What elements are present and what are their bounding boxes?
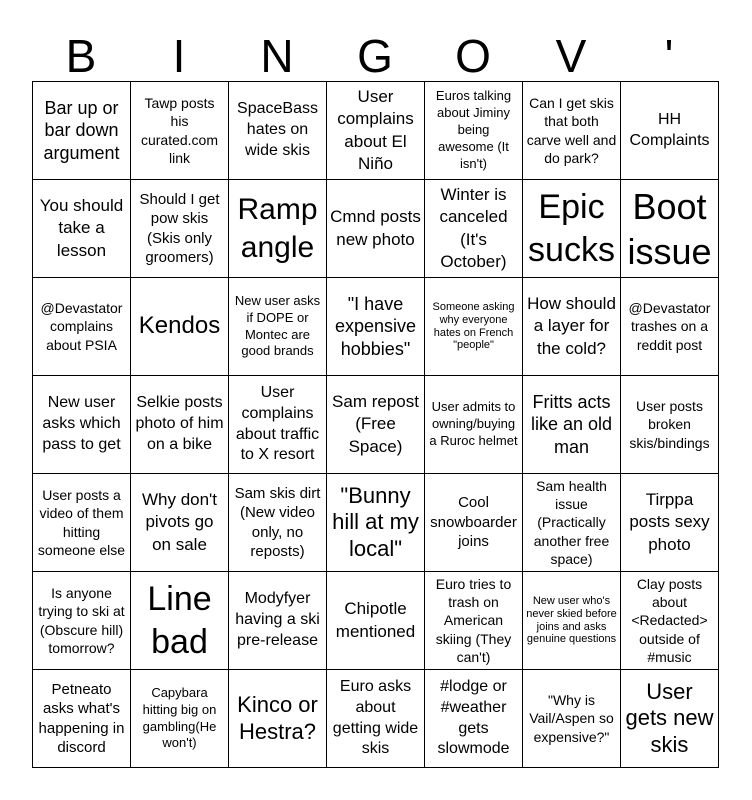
bingo-header — [32, 30, 718, 82]
bingo-cell[interactable]: Ramp angle — [229, 180, 327, 278]
bingo-cell[interactable]: Can I get skis that both carve well and do park? — [523, 82, 621, 180]
bingo-cell[interactable]: Kendos — [131, 278, 229, 376]
bingo-cell[interactable]: Winter is canceled (It's October) — [425, 180, 523, 278]
bingo-cell[interactable]: "Bunny hill at my local" — [327, 474, 425, 572]
header-letter-n: N — [260, 30, 294, 82]
bingo-cell[interactable]: Boot issue — [621, 180, 719, 278]
bingo-cell[interactable]: Someone asking why everyone hates on French "people" — [425, 278, 523, 376]
header-letter-o: O — [455, 30, 491, 82]
header-letter-g: G — [357, 30, 393, 82]
bingo-cell[interactable]: Fritts acts like an old man — [523, 376, 621, 474]
bingo-cell[interactable]: User posts a video of them hitting someone else — [33, 474, 131, 572]
header-letter-i: I — [172, 30, 186, 82]
bingo-cell[interactable]: Euro asks about getting wide skis — [327, 670, 425, 768]
bingo-cell[interactable]: Cmnd posts new photo — [327, 180, 425, 278]
bingo-cell[interactable]: #lodge or #weather gets slowmode — [425, 670, 523, 768]
bingo-cell[interactable]: @Devastator trashes on a reddit post — [621, 278, 719, 376]
bingo-cell[interactable]: User complains about El Niño — [327, 82, 425, 180]
bingo-cell[interactable]: Sam skis dirt (New video only, no reposts) — [229, 474, 327, 572]
bingo-cell[interactable]: Euros talking about Jiminy being awesome (It isn't) — [425, 82, 523, 180]
bingo-cell[interactable]: Clay posts about <Redacted> outside of #music — [621, 572, 719, 670]
bingo-cell[interactable]: Cool snowboarder joins — [425, 474, 523, 572]
bingo-cell[interactable]: Selkie posts photo of him on a bike — [131, 376, 229, 474]
bingo-cell[interactable]: Petneato asks what's happening in discord — [33, 670, 131, 768]
bingo-cell[interactable]: You should take a lesson — [33, 180, 131, 278]
bingo-cell[interactable]: Sam repost (Free Space) — [327, 376, 425, 474]
bingo-grid — [32, 81, 719, 768]
bingo-cell[interactable]: How should a layer for the cold? — [523, 278, 621, 376]
bingo-cell[interactable]: "I have expensive hobbies" — [327, 278, 425, 376]
bingo-cell[interactable]: Kinco or Hestra? — [229, 670, 327, 768]
bingo-cell[interactable]: New user asks which pass to get — [33, 376, 131, 474]
bingo-cell[interactable]: Should I get pow skis (Skis only groomers) — [131, 180, 229, 278]
bingo-cell[interactable]: "Why is Vail/Aspen so expensive?" — [523, 670, 621, 768]
bingo-cell[interactable]: User posts broken skis/bindings — [621, 376, 719, 474]
header-letter-b: B — [65, 30, 97, 82]
bingo-cell[interactable]: Line bad — [131, 572, 229, 670]
bingo-cell[interactable]: New user who's never skied before joins and asks genuine questions — [523, 572, 621, 670]
bingo-cell[interactable]: New user asks if DOPE or Montec are good brands — [229, 278, 327, 376]
bingo-cell[interactable]: Tirppa posts sexy photo — [621, 474, 719, 572]
bingo-cell[interactable]: User complains about traffic to X resort — [229, 376, 327, 474]
bingo-cell[interactable]: HH Complaints — [621, 82, 719, 180]
bingo-cell[interactable]: Capybara hitting big on gambling(He won't) — [131, 670, 229, 768]
bingo-cell[interactable]: User admits to owning/buying a Ruroc helmet — [425, 376, 523, 474]
bingo-cell[interactable]: Why don't pivots go on sale — [131, 474, 229, 572]
bingo-cell[interactable]: SpaceBass hates on wide skis — [229, 82, 327, 180]
header-letter-v: V — [555, 30, 587, 82]
bingo-cell[interactable]: Chipotle mentioned — [327, 572, 425, 670]
header-letter-apostrophe: ' — [664, 30, 674, 82]
bingo-cell[interactable]: User gets new skis — [621, 670, 719, 768]
bingo-cell[interactable]: Euro tries to trash on American skiing (They can't) — [425, 572, 523, 670]
bingo-cell[interactable]: @Devastator complains about PSIA — [33, 278, 131, 376]
bingo-cell[interactable]: Modyfyer having a ski pre-release — [229, 572, 327, 670]
bingo-cell[interactable]: Bar up or bar down argument — [33, 82, 131, 180]
bingo-cell[interactable]: Epic sucks — [523, 180, 621, 278]
bingo-cell[interactable]: Sam health issue (Practically another free space) — [523, 474, 621, 572]
bingo-cell[interactable]: Is anyone trying to ski at (Obscure hill) tomorrow? — [33, 572, 131, 670]
bingo-cell[interactable]: Tawp posts his curated.com link — [131, 82, 229, 180]
